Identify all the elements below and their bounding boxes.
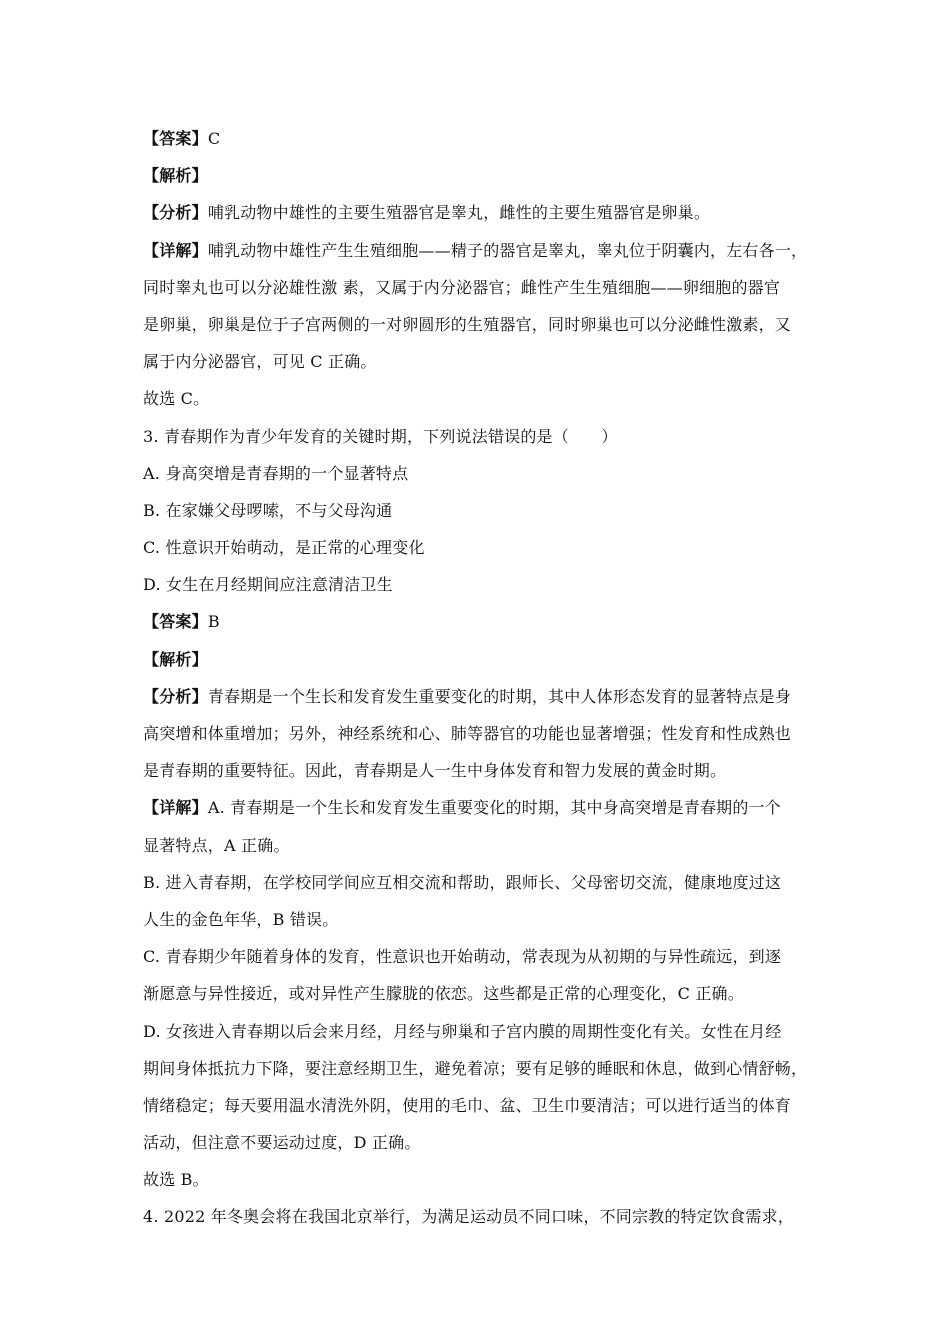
section-tag: 【解析】 [143, 166, 208, 186]
line-text: C. 青春期少年随着身体的发育，性意识也开始萌动，常表现为从初期的与异性疏远，到逐 [143, 947, 782, 967]
line-text: 故选 C。 [143, 389, 210, 409]
text-line [143, 120, 811, 157]
line-text: 4. 2022 年冬奥会将在我国北京举行，为满足运动员不同口味，不同宗教的特定饮食需求， [143, 1207, 794, 1227]
text-line [143, 641, 811, 678]
text-line [143, 1050, 811, 1087]
line-text: 哺乳动物中雄性的主要生殖器官是睾丸，雌性的主要生殖器官是卵巢。 [207, 203, 711, 223]
line-text: 高突增和体重增加；另外，神经系统和心、肺等器官的功能也显著增强；性发育和性成熟也 [143, 724, 792, 743]
line-text: D. 女孩进入青春期以后会来月经，月经与卵巢和子宫内膜的周期性变化有关。女性在月经 [143, 1021, 782, 1041]
text-line [143, 1124, 811, 1161]
line-text: 渐愿意与异性接近，或对异性产生朦胧的依恋。这些都是正常的心理变化，C 正确。 [143, 984, 744, 1004]
text-line [143, 1198, 811, 1235]
line-text: C [207, 129, 221, 148]
section-tag: 【答案】 [143, 612, 208, 632]
text-line [143, 232, 811, 269]
line-text: 3. 青春期作为青少年发育的关键时期，下列说法错误的是（ ） [143, 426, 618, 446]
text-line [143, 901, 811, 938]
line-text: 情绪稳定；每天要用温水清洗外阴，使用的毛巾、盆、卫生巾要清洁；可以进行适当的体育 [143, 1095, 792, 1115]
text-line [143, 715, 811, 752]
document-body [143, 120, 811, 1236]
text-line [143, 1161, 811, 1198]
text-line [143, 603, 811, 640]
section-tag: 【详解】 [143, 798, 208, 818]
text-line [143, 678, 811, 715]
text-line [143, 752, 811, 789]
line-text: D. 女生在月经期间应注意清洁卫生 [143, 575, 393, 595]
line-text: 是青春期的重要特征。因此，青春期是人一生中身体发育和智力发展的黄金时期。 [143, 761, 727, 781]
text-line [143, 455, 811, 492]
section-tag: 【分析】 [143, 203, 208, 223]
line-text: B. 在家嫌父母啰嗦，不与父母沟通 [143, 500, 393, 520]
line-text: C. 性意识开始萌动，是正常的心理变化 [143, 538, 425, 558]
text-line [143, 418, 811, 455]
section-tag: 【答案】 [143, 129, 208, 148]
text-line [143, 306, 811, 343]
line-text: 青春期是一个生长和发育发生重要变化的时期，其中人体形态发育的显著特点是身 [207, 686, 792, 706]
text-line [143, 1013, 811, 1050]
text-line [143, 157, 811, 194]
text-line [143, 269, 811, 306]
text-line [143, 194, 811, 231]
line-text: A. 身高突增是青春期的一个显著特点 [143, 463, 409, 483]
text-line [143, 380, 811, 417]
text-line [143, 864, 811, 901]
line-text: 属于内分泌器官，可见 C 正确。 [143, 352, 377, 372]
text-line [143, 343, 811, 380]
line-text: 人生的金色年华，B 错误。 [143, 909, 339, 929]
section-tag: 【解析】 [143, 649, 208, 669]
line-text: B. 进入青春期，在学校同学间应互相交流和帮助，跟师长、父母密切交流，健康地度过这 [143, 872, 782, 892]
text-line [143, 938, 811, 975]
text-line [143, 789, 811, 826]
section-tag: 【分析】 [143, 686, 208, 706]
text-line [143, 492, 811, 529]
text-line [143, 529, 811, 566]
line-text: 期间身体抵抗力下降，要注意经期卫生，避免着凉；要有足够的睡眠和休息，做到心情舒畅， [143, 1058, 808, 1078]
line-text: 同时睾丸也可以分泌雄性激 素，又属于内分泌器官；雌性产生生殖细胞——卵细胞的器官 [143, 277, 781, 297]
line-text: 是卵巢，卵巢是位于子宫两侧的一对卵圆形的生殖器官，同时卵巢也可以分泌雌性激素，又 [143, 314, 792, 334]
text-line [143, 975, 811, 1012]
text-line [143, 827, 811, 864]
text-line [143, 1087, 811, 1124]
text-line [143, 566, 811, 603]
line-text: B [207, 612, 220, 632]
line-text: 哺乳动物中雄性产生生殖细胞——精子的器官是睾丸，睾丸位于阴囊内，左右各一， [207, 240, 808, 260]
line-text: A. 青春期是一个生长和发育发生重要变化的时期，其中身高突增是青春期的一个 [207, 798, 781, 818]
line-text: 活动，但注意不要运动过度，D 正确。 [143, 1133, 421, 1153]
section-tag: 【详解】 [143, 240, 208, 260]
line-text: 显著特点，A 正确。 [143, 835, 290, 855]
line-text: 故选 B。 [143, 1170, 209, 1190]
